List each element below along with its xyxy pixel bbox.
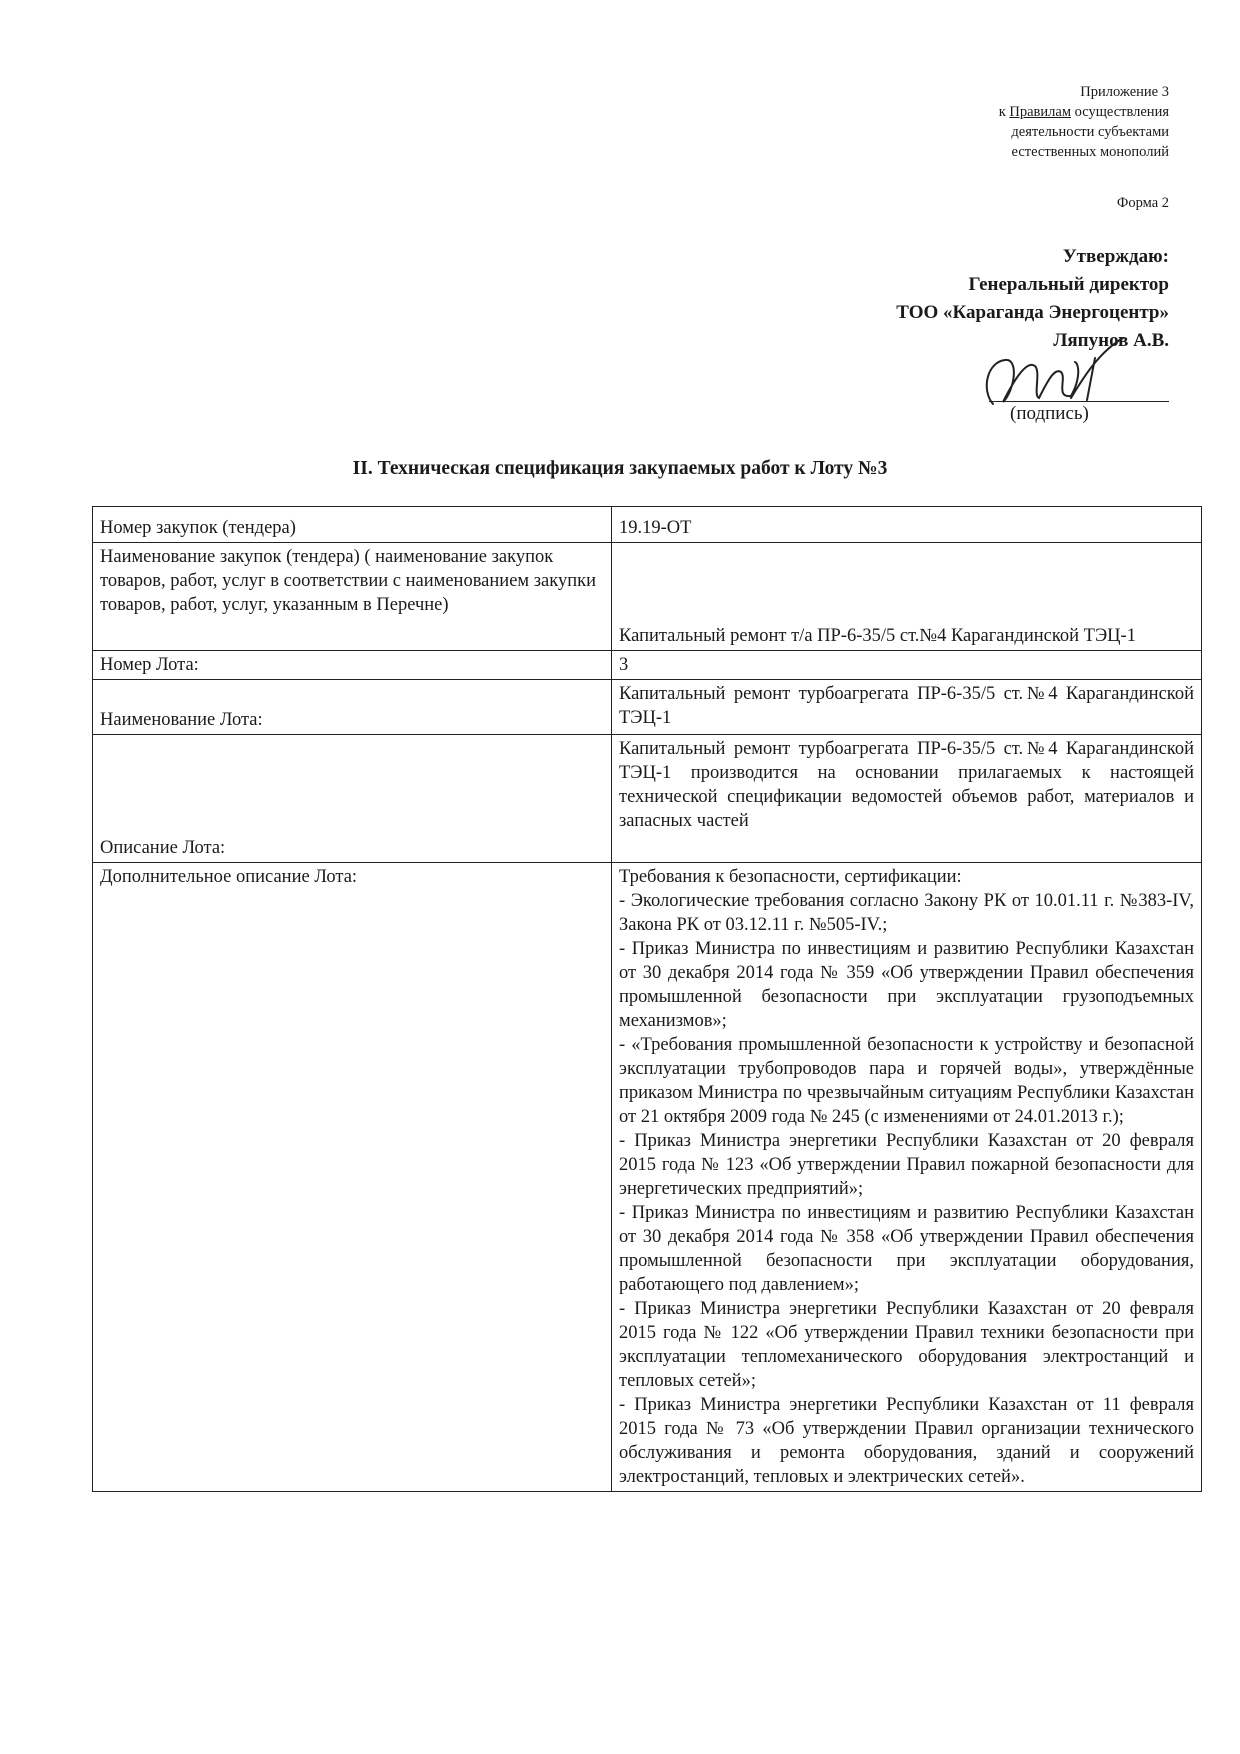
row-label: Номер закупок (тендера) (93, 507, 612, 543)
approval-line-2: Генеральный директор (968, 274, 1169, 295)
rules-link[interactable]: Правилам (1009, 104, 1072, 120)
row-label: Дополнительное описание Лота: (93, 863, 612, 1492)
requirement-item: - Приказ Министра по инвестициям и развитию Республики Казахстан от 30 декабря 2014 года № 358 «Об утверждении Правил обеспечения промышленной безопасности при эксплуатации оборудования, работающего под давлением»; (619, 1203, 1194, 1295)
row-label: Описание Лота: (93, 735, 612, 863)
appendix-line-2-prefix: к (998, 104, 1010, 120)
table-row (93, 735, 1202, 863)
row-value: 19.19-ОТ (612, 507, 1202, 543)
approval-line-1: Утверждаю: (1062, 246, 1169, 267)
signature-line (989, 401, 1169, 402)
approval-line-3: ТОО «Караганда Энергоцентр» (896, 302, 1169, 323)
table-row (93, 863, 1202, 1492)
row-value: Капитальный ремонт турбоагрегата ПР-6-35/5 ст.№4 Карагандинской ТЭЦ-1 (612, 680, 1202, 735)
document-title: II. Техническая спецификация закупаемых работ к Лоту №3 (352, 458, 888, 479)
table-row (93, 651, 1202, 680)
signature-label: (подпись) (1010, 403, 1089, 424)
requirement-item: - Приказ Министра энергетики Республики Казахстан от 20 февраля 2015 года № 122 «Об утверждении Правил техники безопасности при эксплуатации тепломеханического оборудования электростанций и тепловых сетей»; (619, 1299, 1194, 1391)
row-label: Номер Лота: (93, 651, 612, 680)
approval-line-4: Ляпунов А.В. (1053, 330, 1169, 351)
requirement-item: - Приказ Министра энергетики Республики Казахстан от 20 февраля 2015 года № 123 «Об утверждении Правил пожарной безопасности для энергетических предприятий»; (619, 1131, 1194, 1199)
requirement-item: - «Требования промышленной безопасности к устройству и безопасной эксплуатации трубопроводов пара и горячей воды», утверждённые приказом Министра по чрезвычайным ситуациям Республики Казахстан от 21 октября 2009 года № 245 (с изменениями от 24.01.2013 г.); (619, 1035, 1194, 1127)
row-value: Капитальный ремонт турбоагрегата ПР-6-35/5 ст.№4 Карагандинской ТЭЦ-1 производится на основании прилагаемых к настоящей технической спецификации ведомостей объемов работ, материалов и запасных частей (612, 735, 1202, 863)
table-row (93, 507, 1202, 543)
appendix-line-3: деятельности субъектами (1011, 124, 1169, 140)
appendix-line-2 (769, 102, 1169, 122)
table-row (93, 680, 1202, 735)
row-value: Капитальный ремонт т/а ПР-6-35/5 ст.№4 Карагандинской ТЭЦ-1 (612, 543, 1202, 651)
appendix-line-1: Приложение 3 (1080, 84, 1169, 100)
appendix-line-2-suffix: осуществления (1071, 104, 1169, 120)
appendix-line-4: естественных монополий (1011, 144, 1169, 160)
table-row (93, 543, 1202, 651)
requirement-item: - Приказ Министра энергетики Республики Казахстан от 11 февраля 2015 года № 73 «Об утверждении Правил организации технического обслуживания и ремонта оборудования, зданий и сооружений электростанций, тепловых и электрических сетей». (619, 1395, 1194, 1487)
requirements-cell (612, 863, 1202, 1492)
row-label: Наименование Лота: (93, 680, 612, 735)
requirements-heading: Требования к безопасности, сертификации: (619, 867, 962, 887)
requirement-item: - Экологические требования согласно Закону РК от 10.01.11 г. №383-IV, Закона РК от 03.12.11 г. №505-IV.; (619, 891, 1194, 935)
row-value: 3 (612, 651, 1202, 680)
row-label: Наименование закупок (тендера) ( наименование закупок товаров, работ, услуг в соответствии с наименованием закупки товаров, работ, услуг, указанным в Перечне) (93, 543, 612, 651)
form-number: Форма 2 (1116, 195, 1169, 211)
appendix-reference (769, 82, 1169, 162)
requirement-item: - Приказ Министра по инвестициям и развитию Республики Казахстан от 30 декабря 2014 года № 359 «Об утверждении Правил обеспечения промышленной безопасности при эксплуатации грузоподъемных механизмов»; (619, 939, 1194, 1031)
specification-table (92, 506, 1202, 1492)
